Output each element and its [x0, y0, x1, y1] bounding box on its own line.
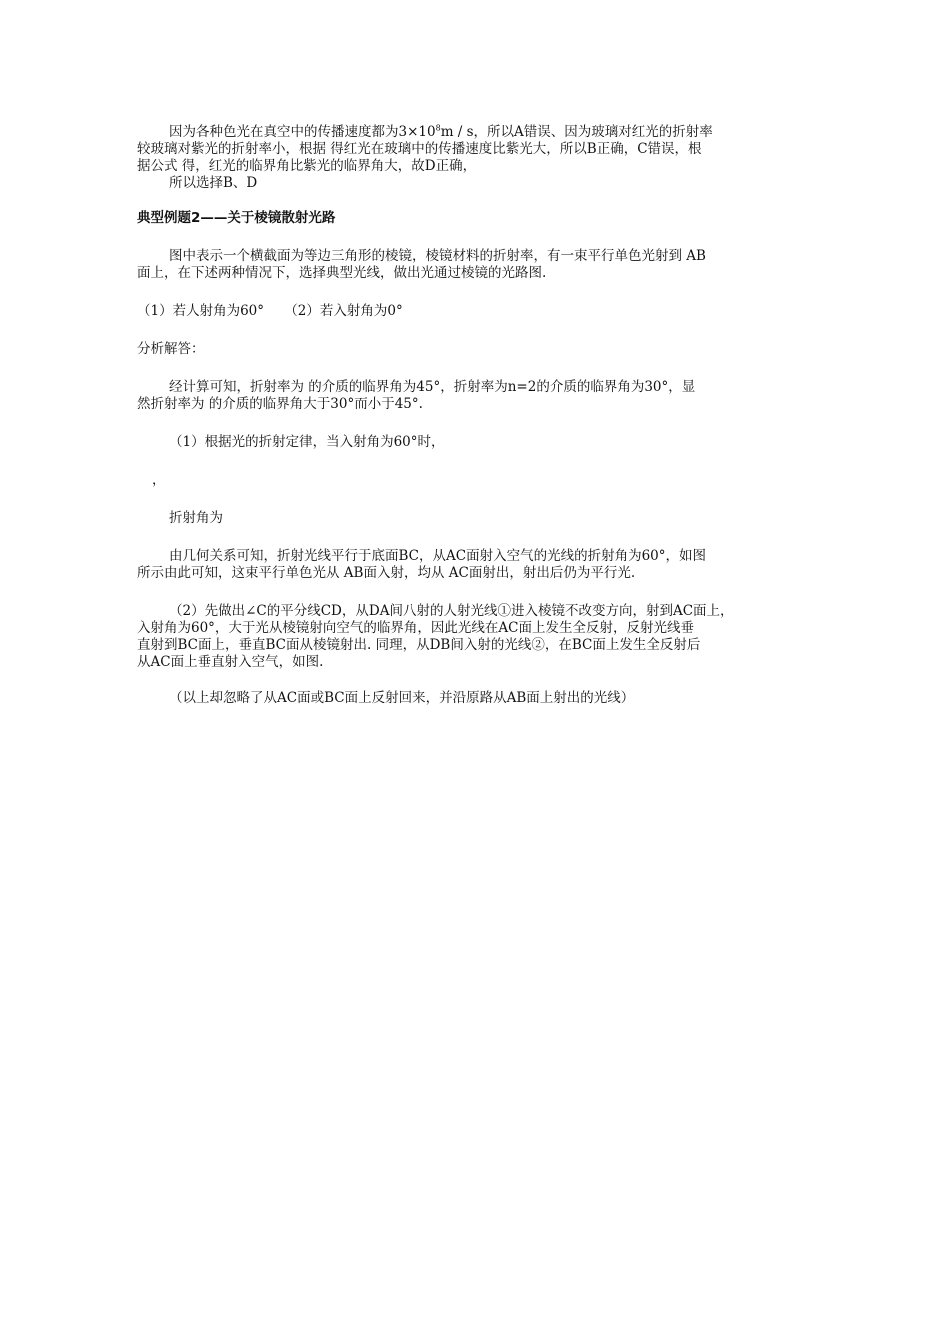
- analysis-paragraph-4: [137, 603, 809, 671]
- para7-line2: 入射角为60°，大于光从棱镜射向空气的临界角，因此光线在AC面上发生全反射，反射光线垂: [137, 620, 695, 636]
- problem-paragraph: [137, 248, 809, 282]
- para1-line2: 较玻璃对紫光的折射率小，根据 得红光在玻璃中的传播速度比紫光大，所以B正确，C错误，根: [137, 141, 702, 157]
- formula-comma: ，: [152, 472, 166, 488]
- analysis-label: 分析解答：: [137, 341, 205, 357]
- analysis-paragraph-1: [137, 379, 809, 413]
- note-paragraph: [137, 690, 809, 707]
- para6-line1: 由几何关系可知，折射光线平行于底面BC，从AC面射入空气的光线的折射角为60°，如图: [169, 548, 707, 564]
- section-heading: 典型例题2——关于棱镜散射光路: [137, 210, 336, 226]
- para7-line3: 直射到BC面上，垂直BC面从棱镜射出. 同理，从DB间入射的光线②，在BC面上发生全反射后: [137, 637, 701, 653]
- para5-line: 折射角为: [169, 510, 223, 526]
- para2-line2: 面上，在下述两种情况下，选择典型光线，做出光通过棱镜的光路图.: [137, 265, 547, 281]
- para1-line4: 所以选择B、D: [169, 175, 258, 191]
- para7-line4: 从AC面上垂直射入空气，如图.: [137, 654, 324, 670]
- para7-line1: （2）先做出∠C的平分线CD，从DA间八射的人射光线①进入棱镜不改变方向，射到AC面上，: [169, 603, 734, 619]
- para2-line1: 图中表示一个横截面为等边三角形的棱镜，棱镜材料的折射率，有一束平行单色光射到 AB: [169, 248, 706, 264]
- para3-line1: 经计算可知，折射率为 的介质的临界角为45°，折射率为n=2的介质的临界角为30°，显: [169, 379, 696, 395]
- para1-line3: 据公式 得，红光的临界角比紫光的临界角大，故D正确，: [137, 158, 477, 174]
- cases-line: （1）若人射角为60° （2）若入射角为0°: [137, 303, 403, 319]
- para4-line: （1）根据光的折射定律，当入射角为60°时，: [169, 434, 445, 450]
- answer-paragraph-1: [137, 124, 809, 192]
- para6-line2: 所示由此可知，这束平行单色光从 AB面入射，均从 AC面射出，射出后仍为平行光.: [137, 565, 636, 581]
- refraction-angle-line: [137, 510, 809, 527]
- exponent: 8: [435, 123, 441, 133]
- para8-line: （以上却忽略了从AC面或BC面上反射回来，并沿原路从AB面上射出的光线）: [169, 690, 635, 706]
- analysis-paragraph-3: [137, 548, 809, 582]
- analysis-paragraph-2: [137, 434, 809, 451]
- para1-line1: 因为各种色光在真空中的传播速度都为$3\times 10^8m / s$，所以A错误、因为玻璃对红光的折射率: [169, 123, 713, 140]
- para3-line2: 然折射率为 的介质的临界角大于30°而小于45°.: [137, 396, 423, 412]
